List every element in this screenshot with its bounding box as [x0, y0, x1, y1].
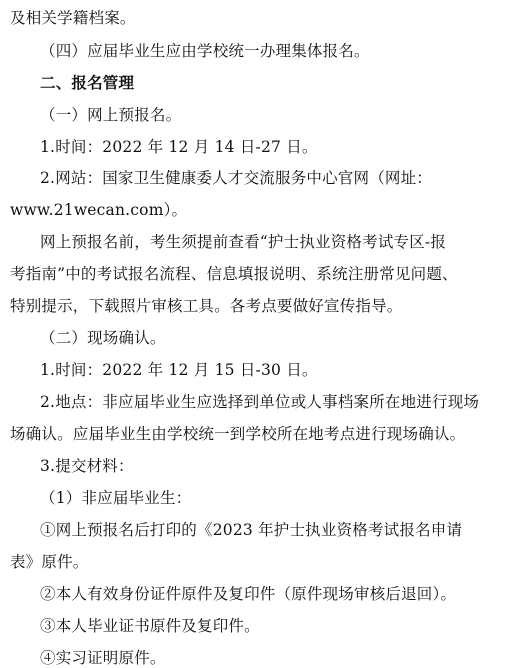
- text-line: 网上预报名前，考生须提前查看“护士执业资格考试专区-报: [40, 233, 447, 251]
- text-line: ④实习证明原件。: [40, 649, 166, 667]
- text-line: 1.时间：2022 年 12 月 14 日-27 日。: [40, 138, 318, 156]
- text-line: 考指南”中的考试报名流程、信息填报说明、系统注册常见问题、: [10, 265, 458, 283]
- text-line: 3.提交材料：: [40, 457, 134, 475]
- text-line: 特别提示，下载照片审核工具。各考点要做好宣传指导。: [10, 297, 403, 315]
- text-line: （二）现场确认。: [40, 329, 166, 347]
- text-line: （一）网上预报名。: [40, 106, 182, 124]
- text-line: ②本人有效身份证件原件及复印件（原件现场审核后退回）。: [40, 585, 457, 603]
- text-line: （1）非应届毕业生：: [40, 489, 192, 507]
- text-line: 1.时间：2022 年 12 月 15 日-30 日。: [40, 361, 318, 379]
- text-line: 表》原件。: [10, 553, 89, 571]
- text-line: www.21wecan.com）。: [10, 201, 188, 219]
- section-heading: 二、报名管理: [40, 74, 135, 92]
- text-line: 2.地点：非应届毕业生应选择到单位或人事档案所在地进行现场: [40, 393, 480, 411]
- text-line: ①网上预报名后打印的《2023 年护士执业资格考试报名申请: [40, 521, 463, 539]
- text-line: ③本人毕业证书原件及复印件。: [40, 617, 260, 635]
- text-line: 2.网站：国家卫生健康委人才交流服务中心官网（网址：: [40, 169, 432, 187]
- text-line: （四）应届毕业生应由学校统一办理集体报名。: [40, 42, 370, 60]
- text-line: 场确认。应届毕业生由学校统一到学校所在地考点进行现场确认。: [10, 425, 466, 443]
- text-line: 及相关学籍档案。: [10, 9, 136, 27]
